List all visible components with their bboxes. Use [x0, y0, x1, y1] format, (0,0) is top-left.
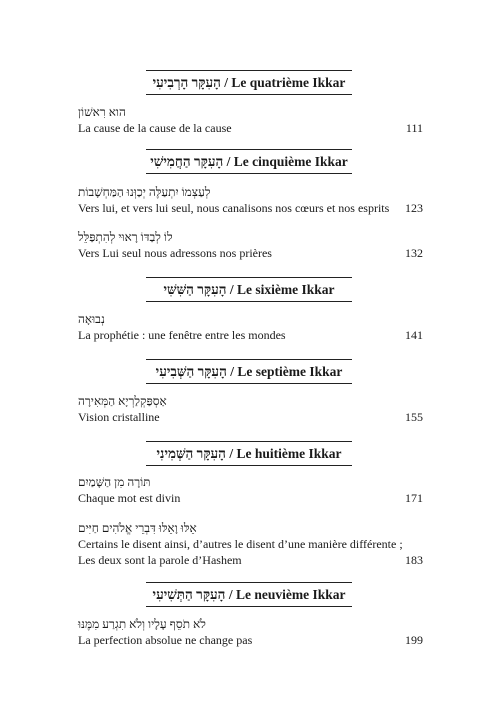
page-number: 123 — [405, 201, 423, 215]
page-number: 132 — [405, 246, 423, 260]
page-number: 111 — [405, 121, 423, 135]
toc-entry[interactable] — [78, 632, 423, 648]
page-number: 199 — [405, 633, 423, 647]
page-number: 171 — [405, 491, 423, 505]
entry-title: La prophétie : une fenêtre entre les mondes — [78, 328, 286, 342]
section-heading: הָעִקָּר הַחֲמִישִׁי / Le cinquième Ikkar — [146, 149, 352, 174]
toc-entry[interactable] — [78, 200, 423, 216]
page-number: 183 — [405, 553, 423, 567]
section-heading: הָעִקָּר הַתְּשִׁיעִי / Le neuvième Ikkar — [146, 582, 352, 607]
entry-title: Les deux sont la parole d’Hashem — [78, 553, 242, 567]
entry-hebrew-title: נְבוּאָה — [78, 312, 105, 326]
section-heading: הָעִקָּר הָרְבִיעִי / Le quatrième Ikkar — [146, 70, 352, 95]
entry-title: Vision cristalline — [78, 410, 160, 424]
section-heading: הָעִקָּר הַשִּׁשִּׁי / Le sixième Ikkar — [146, 277, 352, 302]
section-heading: הָעִקָּר הַשְּׁבִיעִי / Le septième Ikkar — [146, 359, 352, 384]
entry-hebrew-title: אֵלּוּ וָאֵלּוּ דִּבְרֵי אֱלֹהִים חַיִּים — [78, 521, 197, 535]
entry-title: Vers lui, et vers lui seul, nous canalisons nos cœurs et nos esprits — [78, 201, 390, 215]
entry-hebrew-title: אַסְפַּקְלַרְיָא הַמְּאִירָה — [78, 394, 167, 408]
entry-title: La perfection absolue ne change pas — [78, 633, 253, 647]
page-number: 155 — [405, 410, 423, 424]
entry-title: Certains le disent ainsi, d’autres le disent d’une manière différente ; — [78, 537, 403, 551]
toc-entry[interactable] — [78, 490, 423, 506]
entry-hebrew-title: תּוֹרָה מִן הַשָּׁמַיִם — [78, 475, 151, 489]
section-heading: הָעִקָּר הַשְּׁמִינִי / Le huitième Ikkar — [146, 441, 352, 466]
entry-hebrew-title: הוא רִאשׁוֹן — [78, 105, 126, 119]
entry-title: Chaque mot est divin — [78, 491, 181, 505]
toc-entry[interactable] — [78, 409, 423, 425]
page-number: 141 — [405, 328, 423, 342]
entry-hebrew-title: לְעַצְמוֹ יִתְעַלֶּה יְכַוְּנוּ הַמַּחְשָׁבוֹת — [78, 185, 211, 199]
entry-title: La cause de la cause de la cause — [78, 121, 232, 135]
toc-entry[interactable] — [78, 245, 423, 261]
entry-hebrew-title: לוֹ לְבַדּוֹ רָאוּי לְהִתְפַּלֵּל — [78, 230, 173, 244]
entry-hebrew-title: לֹא תֹסֵף עָלָיו וְלֹא תִגְרַע מִמֶּנּוּ — [78, 617, 206, 631]
toc-entry[interactable] — [78, 552, 423, 568]
toc-entry[interactable] — [78, 120, 423, 136]
entry-title: Vers Lui seul nous adressons nos prières — [78, 246, 272, 260]
toc-entry[interactable] — [78, 327, 423, 343]
toc-entry[interactable] — [78, 536, 423, 552]
